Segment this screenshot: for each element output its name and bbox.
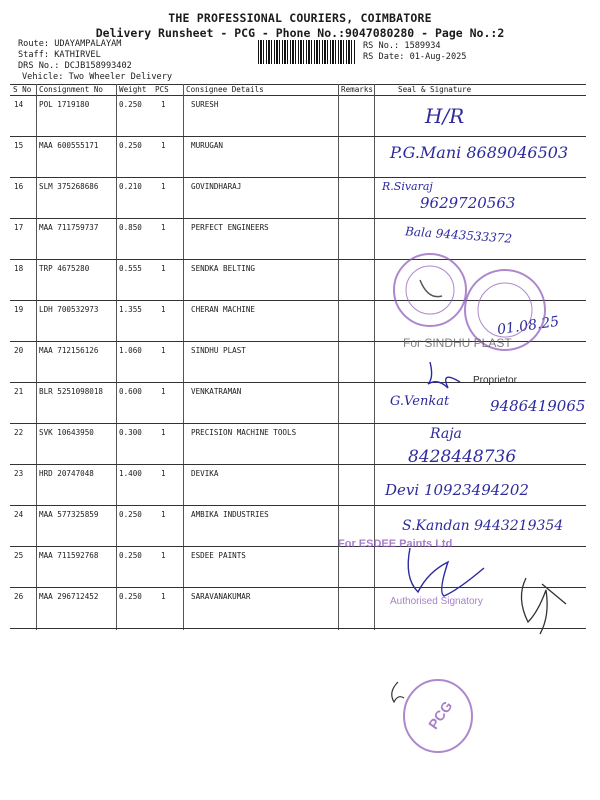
cell-weight: 1.355: [119, 305, 142, 314]
cell-consignee: CHERAN MACHINE: [191, 305, 256, 314]
cell-pcs: 1: [161, 510, 166, 519]
col-divider: [183, 84, 184, 630]
cell-pcs: 1: [161, 551, 166, 560]
signature-row-24: S.Kandan 9443219354: [402, 518, 564, 534]
cell-pcs: 1: [161, 182, 166, 191]
cell-pcs: 1: [161, 387, 166, 396]
cell-pcs: 1: [161, 469, 166, 478]
cell-consignee: SENDKA BELTING: [191, 264, 256, 273]
cell-consignee: PRECISION MACHINE TOOLS: [191, 428, 297, 437]
cell-pcs: 1: [161, 428, 166, 437]
cell-sno: 14: [14, 100, 24, 109]
col-header-weight: Weight: [119, 85, 147, 94]
table-header-rule: [10, 95, 586, 96]
cell-consignment: MAA 711759737: [39, 223, 99, 232]
cell-consignee: DEVIKA: [191, 469, 219, 478]
cell-consignment: MAA 711592768: [39, 551, 99, 560]
runsheet-subtitle: Delivery Runsheet - PCG - Phone No.:9047080280 - Page No.:2: [95, 26, 505, 40]
drs-number: DRS No.: DCJB158993402: [18, 61, 132, 71]
row-rule: [10, 218, 586, 219]
signature-row-15: P.G.Mani 8689046503: [390, 143, 569, 162]
cell-consignment: MAA 600555171: [39, 141, 99, 150]
cell-pcs: 1: [161, 223, 166, 232]
cell-consignment: SVK 10643950: [39, 428, 94, 437]
cell-weight: 0.250: [119, 141, 142, 150]
cell-consignment: BLR 5251098018: [39, 387, 104, 396]
cell-weight: 0.250: [119, 100, 142, 109]
signature-scribbles: [380, 360, 600, 640]
signature-row-18-date: 01.08.25: [496, 313, 561, 339]
col-header-consignment: Consignment No: [39, 85, 104, 94]
cell-weight: 0.250: [119, 510, 142, 519]
cell-consignment: MAA 712156126: [39, 346, 99, 355]
cell-consignment: SLM 375268686: [39, 182, 99, 191]
stamp-authorised: Authorised Signatory: [390, 596, 483, 607]
cell-weight: 0.210: [119, 182, 142, 191]
signature-row-16-phone: 9629720563: [420, 194, 516, 212]
cell-sno: 19: [14, 305, 24, 314]
cell-pcs: 1: [161, 264, 166, 273]
rs-date: RS Date: 01-Aug-2025: [363, 52, 467, 62]
cell-sno: 26: [14, 592, 24, 601]
cell-pcs: 1: [161, 305, 166, 314]
row-rule: [10, 136, 586, 137]
cell-weight: 0.300: [119, 428, 142, 437]
cell-consignee: MURUGAN: [191, 141, 224, 150]
cell-sno: 22: [14, 428, 24, 437]
cell-pcs: 1: [161, 346, 166, 355]
cell-consignee: GOVINDHARAJ: [191, 182, 242, 191]
cell-consignee: ESDEE PAINTS: [191, 551, 246, 560]
col-header-seal: Seal & Signature: [398, 85, 472, 94]
cell-weight: 0.250: [119, 551, 142, 560]
cell-sno: 15: [14, 141, 24, 150]
col-divider: [36, 84, 37, 630]
signature-row-21-phone: 9486419065: [490, 397, 586, 415]
barcode: [258, 40, 356, 64]
cell-pcs: 1: [161, 592, 166, 601]
cell-weight: 0.600: [119, 387, 142, 396]
pcg-stamp-label: PCG: [424, 697, 456, 733]
signature-row-23: Devi 10923494202: [385, 481, 529, 499]
cell-sno: 17: [14, 223, 24, 232]
cell-weight: 1.400: [119, 469, 142, 478]
cell-consignment: LDH 700532973: [39, 305, 99, 314]
stamp-sindhu-plast: For SINDHU PLAST: [403, 336, 512, 350]
cell-consignee: SARAVANAKUMAR: [191, 592, 251, 601]
cell-consignment: MAA 296712452: [39, 592, 99, 601]
cell-sno: 16: [14, 182, 24, 191]
stamp-esdee-paints: For ESDEE Paints Ltd: [338, 538, 453, 550]
col-divider: [116, 84, 117, 630]
signature-row-22-name: Raja: [430, 426, 462, 442]
signature-row-14: H/R: [425, 104, 465, 128]
cell-consignment: MAA 577325859: [39, 510, 99, 519]
row-rule: [10, 177, 586, 178]
signature-row-21-name: G.Venkat: [390, 394, 450, 409]
cell-sno: 20: [14, 346, 24, 355]
col-header-consignee: Consignee Details: [186, 85, 264, 94]
cell-consignee: SINDHU PLAST: [191, 346, 246, 355]
cell-consignee: PERFECT ENGINEERS: [191, 223, 269, 232]
rs-number: RS No.: 1589934: [363, 41, 441, 51]
col-header-sno: S No: [13, 85, 32, 94]
cell-weight: 1.060: [119, 346, 142, 355]
cell-consignee: VENKATRAMAN: [191, 387, 242, 396]
route-label: Route: UDAYAMPALAYAM: [18, 39, 122, 49]
vehicle-label: Vehicle: Two Wheeler Delivery: [22, 72, 173, 82]
staff-label: Staff: KATHIRVEL: [18, 50, 101, 60]
cell-weight: 0.850: [119, 223, 142, 232]
cell-sno: 21: [14, 387, 24, 396]
cell-sno: 24: [14, 510, 24, 519]
cell-sno: 23: [14, 469, 24, 478]
signature-row-17: Bala 9443533372: [404, 224, 513, 246]
cell-consignee: AMBIKA INDUSTRIES: [191, 510, 269, 519]
signature-row-16-name: R.Sivaraj: [382, 180, 433, 193]
cell-pcs: 1: [161, 141, 166, 150]
cell-consignee: SURESH: [191, 100, 219, 109]
cell-consignment: HRD 20747048: [39, 469, 94, 478]
signature-row-22-phone: 8428448736: [408, 447, 517, 467]
stamp-proprietor: Proprietor: [473, 375, 517, 386]
cell-sno: 25: [14, 551, 24, 560]
cell-pcs: 1: [161, 100, 166, 109]
company-title: THE PROFESSIONAL COURIERS, COIMBATORE: [168, 11, 432, 25]
cell-consignment: POL 1719180: [39, 100, 90, 109]
cell-weight: 0.250: [119, 592, 142, 601]
cell-consignment: TRP 4675280: [39, 264, 90, 273]
col-header-remarks: Remarks: [341, 85, 374, 94]
cell-sno: 18: [14, 264, 24, 273]
col-header-pcs: PCS: [155, 85, 169, 94]
cell-weight: 0.555: [119, 264, 142, 273]
